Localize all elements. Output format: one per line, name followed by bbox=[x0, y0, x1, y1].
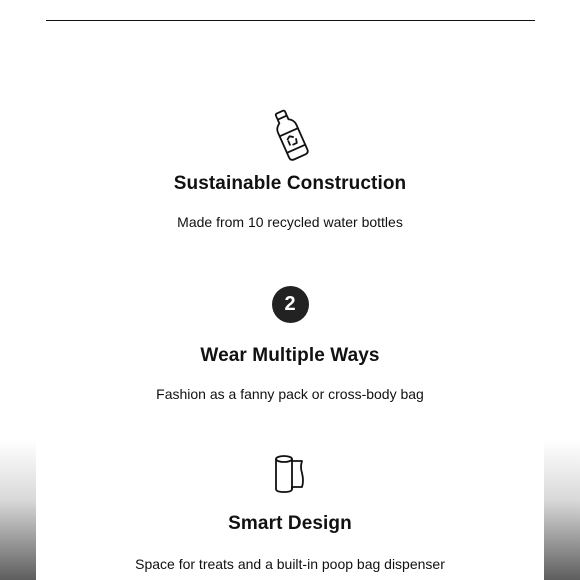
top-divider bbox=[46, 20, 535, 21]
feature-title: Wear Multiple Ways bbox=[200, 345, 380, 366]
feature-title: Smart Design bbox=[228, 513, 352, 534]
water-bottle-recycle-icon bbox=[270, 108, 310, 160]
feature-sustainable-construction bbox=[36, 108, 544, 231]
feature-wear-multiple-ways bbox=[36, 286, 544, 403]
number-badge-icon: 2 bbox=[272, 286, 309, 323]
feature-title: Sustainable Construction bbox=[173, 173, 407, 194]
feature-description: Fashion as a fanny pack or cross-body bag bbox=[156, 386, 424, 402]
feature-description: Made from 10 recycled water bottles bbox=[177, 214, 403, 230]
content-panel bbox=[36, 0, 544, 580]
feature-smart-design bbox=[36, 453, 544, 573]
paper-towel-roll-icon bbox=[270, 453, 310, 497]
feature-description: Space for treats and a built-in poop bag dispenser bbox=[135, 556, 445, 572]
